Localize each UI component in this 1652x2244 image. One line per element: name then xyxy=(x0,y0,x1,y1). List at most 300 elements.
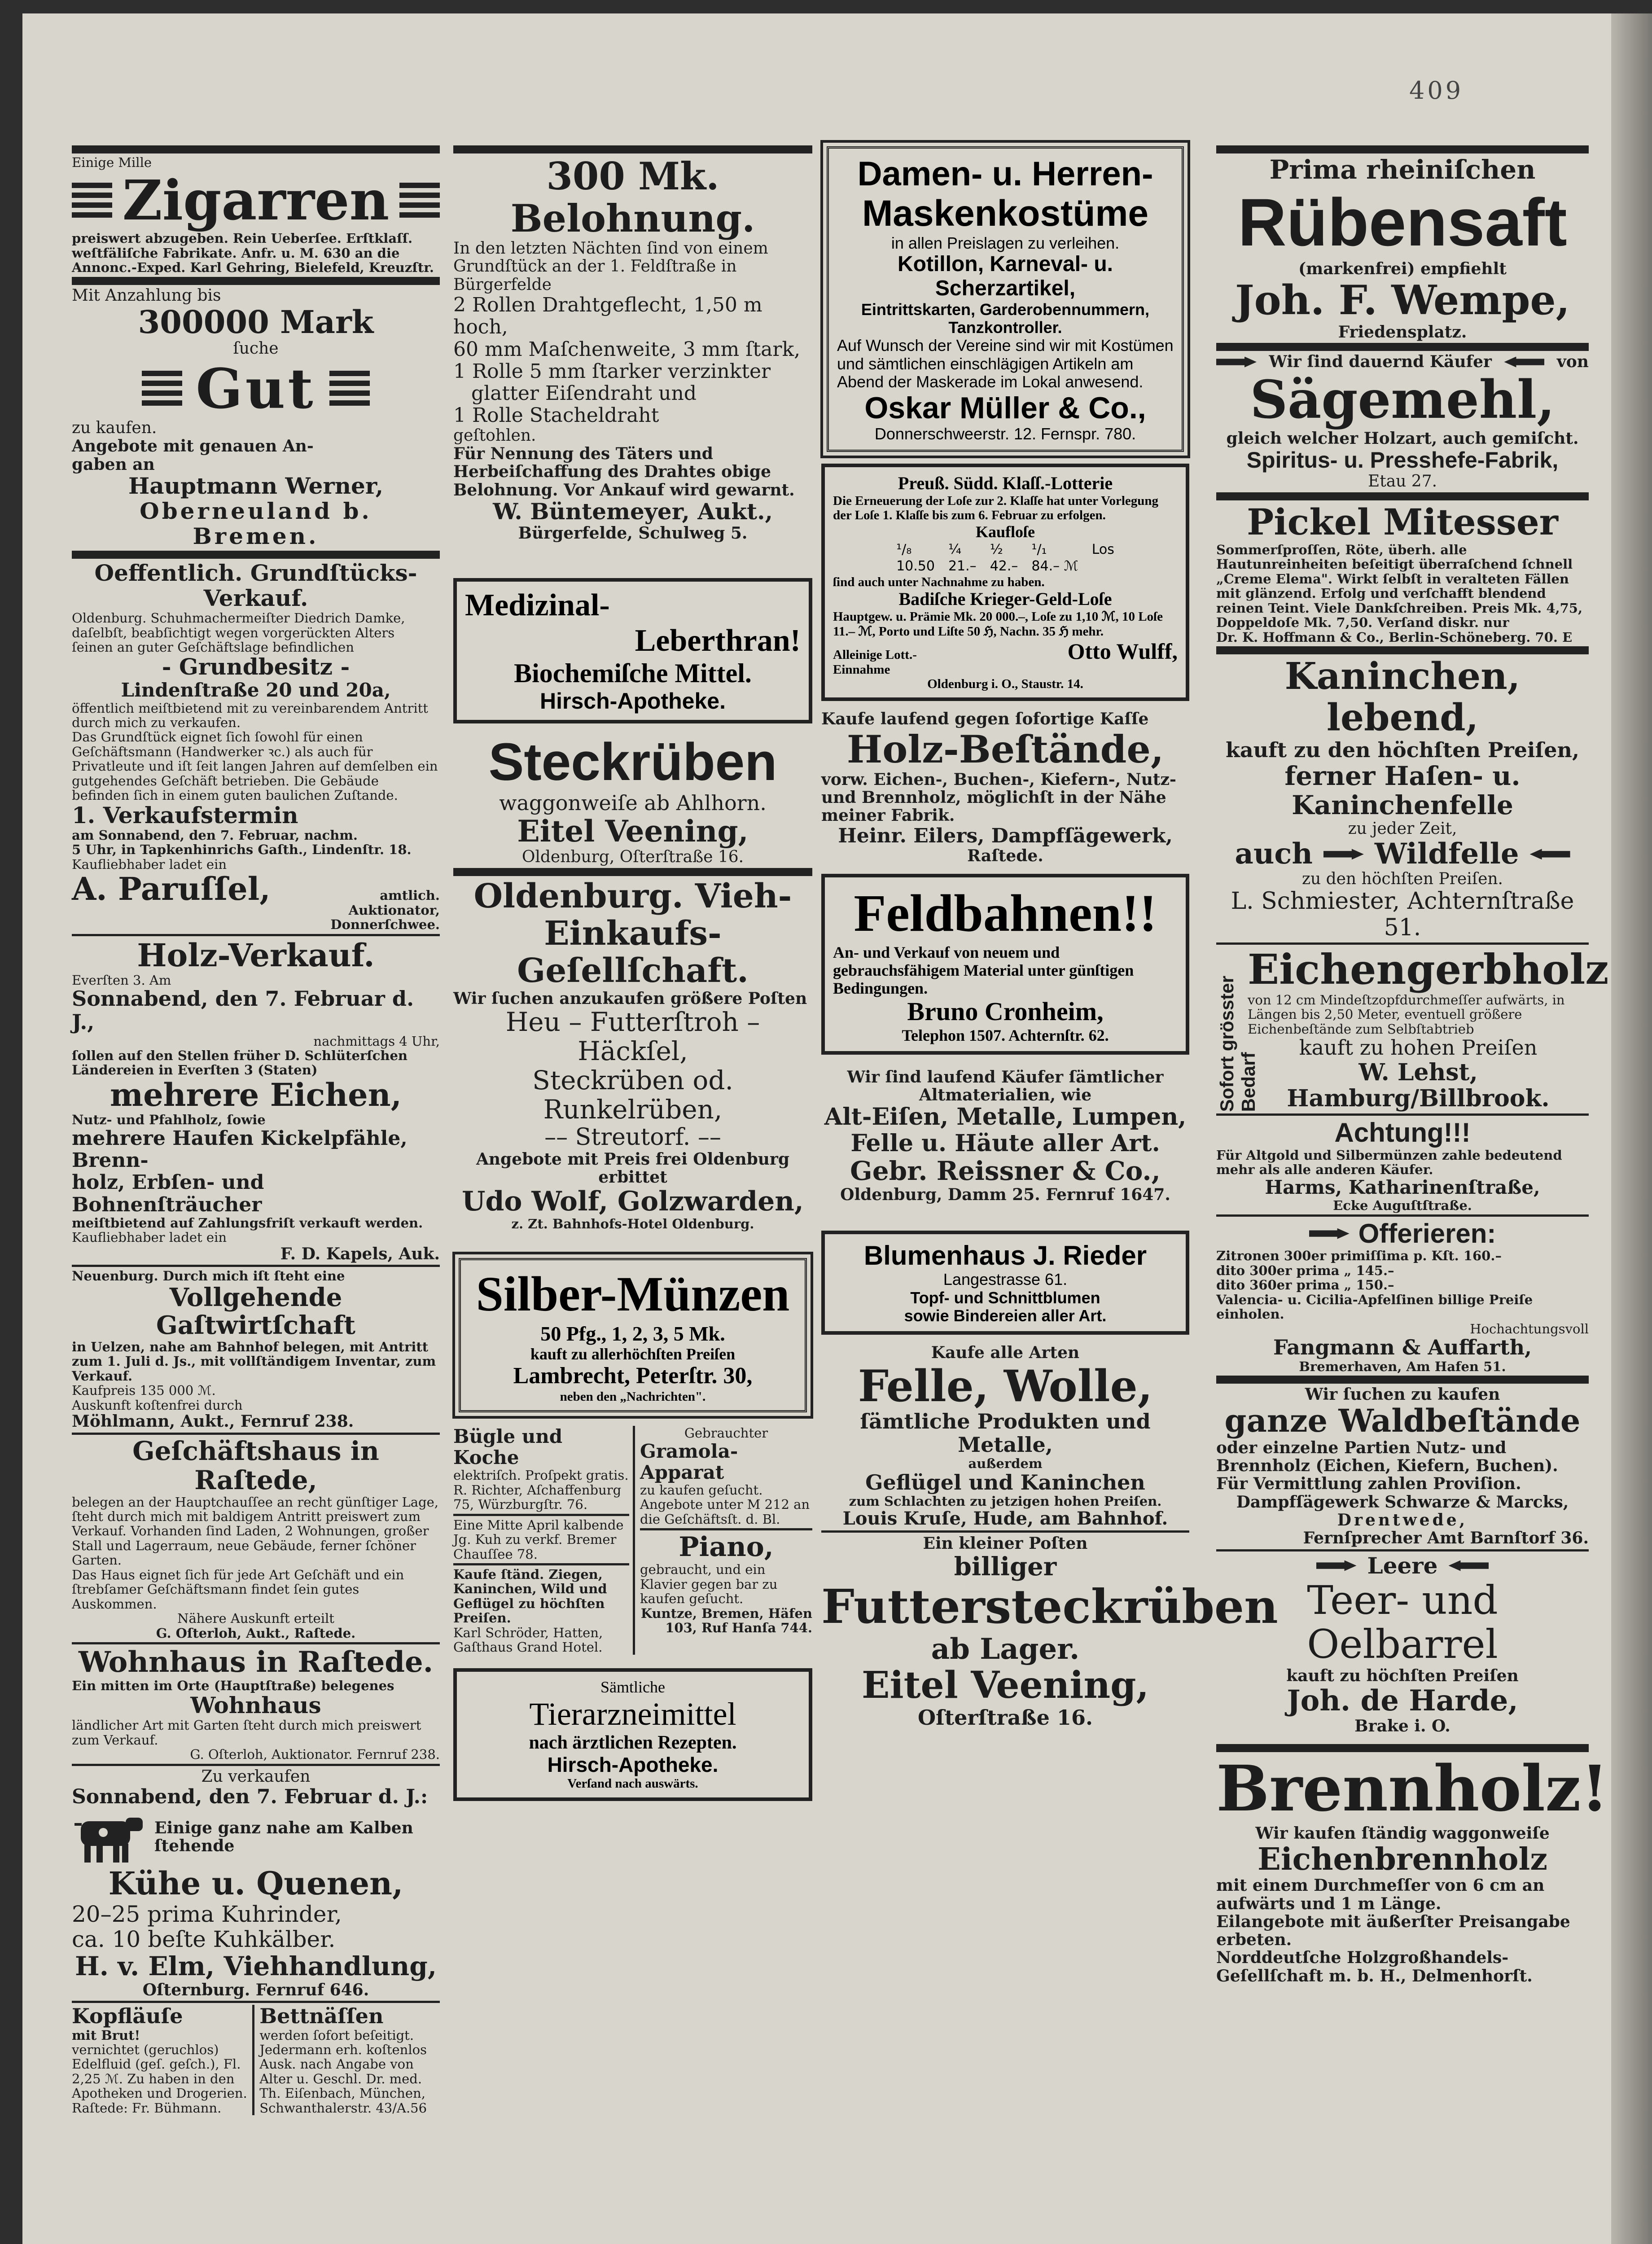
stripe-ornament xyxy=(329,371,370,407)
oeff-term3: 5 Uhr, in Tapkenhinrichs Gaſth., Lindenſtr. 18. xyxy=(72,842,412,858)
kuehe-l5: ca. 10 beſte Kuhkälber. xyxy=(72,1926,336,1952)
pickel-sig: Dr. K. Hoffmann & Co., Berlin-Schöneberg. 70. E xyxy=(1216,629,1573,645)
eiche-body: von 12 cm Mindeſtzopfdurchmeſſer aufwärts, in Längen bis 2,50 Meter, eventuell größere Eichenbeſtände zum Selbſtabtrieb xyxy=(1248,992,1565,1037)
brenn-l2: Eichenbrennholz xyxy=(1258,1841,1547,1878)
mask-l3: in allen Preislagen zu verleihen. xyxy=(891,233,1120,252)
lotto-h1: ¹/₈ xyxy=(896,541,912,557)
bel-sig: W. Büntemeyer, Aukt., xyxy=(493,498,773,525)
ad-teerbarrel xyxy=(1216,1553,1589,1735)
rast-body2: Das Haus eignet ſich für jede Art Geſchäft und ein ſtrebſamer Geſchäftsmann findet ſein gutes Auskommen. xyxy=(72,1567,404,1612)
futter-name: Eitel Veening, xyxy=(861,1664,1149,1707)
rueb-name: Joh. F. Wempe, xyxy=(1235,276,1570,324)
ad-silbermuenzen xyxy=(459,1258,807,1412)
oeff-sub: - Grundbesitz - xyxy=(162,653,350,680)
ad-pair xyxy=(72,2005,440,2115)
gut-l3: zu kaufen. xyxy=(72,419,157,438)
mask-l2: Maskenkostüme xyxy=(862,193,1149,234)
ad-waldbestaende xyxy=(1216,1385,1589,1547)
ad-eichengerbholz xyxy=(1216,945,1609,1113)
felle-l2: ſämtliche Produkten und Metalle, xyxy=(860,1409,1151,1457)
bel-l1: geſtohlen. xyxy=(453,426,536,445)
ad-kopflaeuse xyxy=(72,2005,254,2115)
holzb-body: vorw. Eichen-, Buchen-, Kiefern-, Nutz- und Brennholz, möglichſt in der Nähe meiner Fabrik. xyxy=(821,770,1176,825)
feld-title: Feldbahnen!! xyxy=(854,884,1157,943)
kopf-title: Kopfläuſe xyxy=(72,2004,183,2029)
gast-body: in Uelzen, nahe am Bahnhof belegen, mit Antritt zum 1. Juli d. Js., mit vollſtändigem Inventar, zum Verkauf. xyxy=(72,1339,436,1384)
rast-info: Nähere Auskunft erteilt xyxy=(177,1611,334,1626)
kuehe-name: H. v. Elm, Viehhandlung, xyxy=(74,1950,437,1981)
divider xyxy=(1216,1214,1589,1217)
pointing-hand-icon xyxy=(1323,849,1364,859)
gram-l1: Gebrauchter xyxy=(684,1425,768,1441)
ad-lotterie xyxy=(821,464,1189,701)
teer-title: Teer- und Oelbarrel xyxy=(1307,1577,1498,1668)
pointing-hand-icon xyxy=(1316,1560,1357,1571)
holz-l5: Nutz- und Pfahlholz, ſowie xyxy=(72,1112,266,1128)
tier-l1: Sämtliche xyxy=(600,1678,665,1696)
med-l2: Leberthran! xyxy=(635,623,801,658)
divider xyxy=(1216,1744,1589,1752)
divider xyxy=(72,145,440,153)
lotto-head: Kaufloſe xyxy=(976,522,1035,541)
page-edge xyxy=(1611,13,1652,2244)
wald-sig: Dampfſägewerk Schwarze & Marcks, xyxy=(1236,1492,1569,1512)
table-row xyxy=(890,542,1121,557)
holzb-sig: Heinr. Eilers, Dampfſägewerk, xyxy=(838,824,1173,847)
lotto-p2: 21.– xyxy=(948,558,977,574)
kanin-l1: kauft zu den höchſten Preiſen, xyxy=(1225,737,1580,762)
alt-name: Gebr. Reissner & Co., xyxy=(850,1155,1161,1186)
piano-body: gebraucht, und ein Klavier gegen bar zu kaufen geſucht. xyxy=(640,1562,778,1607)
felle-l4: Geflügel und Kaninchen xyxy=(865,1470,1145,1495)
gast-price: Kaufpreis 135 000 ℳ. xyxy=(72,1383,216,1398)
holz-l7: holz, Erbſen- und Bohnenſträucher xyxy=(72,1171,264,1216)
offer-title: Offerieren: xyxy=(1358,1218,1496,1249)
kanin-title: Kaninchen, lebend, xyxy=(1284,655,1521,739)
offer-addr: Bremerhaven, Am Hafen 51. xyxy=(1299,1359,1506,1374)
med-l1: Medizinal- xyxy=(465,588,610,623)
rast-title: Geſchäftshaus in Raſtede, xyxy=(132,1435,379,1495)
kuehe-place: Oſternburg. Fernruf 646. xyxy=(142,1980,369,1999)
gut-sum: 300000 Mark xyxy=(138,303,374,341)
rast-sig: G. Oſterloh, Aukt., Raſtede. xyxy=(156,1625,356,1641)
ad-tierarznei xyxy=(453,1668,812,1801)
kuehe-l4: 20–25 prima Kuhrinder, xyxy=(72,1901,342,1927)
ad-viehgesellschaft xyxy=(453,878,812,1231)
rueb-addr: Friedensplatz. xyxy=(1338,323,1467,342)
ad-pickel xyxy=(1216,502,1589,644)
stripe-ornament xyxy=(399,183,440,219)
rast-body: belegen an der Hauptchauſſee an recht günſtiger Lage, ſteht durch mich mit baldigem Antritt preiswert zum Verkauf. Vorhanden ſind Laden, 2 Wohnungen, großer Stall und Lagerraum, neue Gebäude, ferner ſchöner Garten. xyxy=(72,1494,439,1568)
mask-l4: Kotillon, Karneval- u. xyxy=(897,252,1113,276)
kanin-l5: Wildfelle xyxy=(1374,837,1519,871)
teer-addr: Brake i. O. xyxy=(1354,1716,1450,1736)
bel-i4: glatter Eiſendraht und xyxy=(471,382,697,405)
ad-kuehe xyxy=(72,1768,440,1999)
ad-grid-right xyxy=(640,1426,812,1655)
brenn-l1: Wir kaufen ſtändig waggonweiſe xyxy=(1255,1823,1550,1843)
ad-grundstueck xyxy=(72,561,440,932)
ad-belohnung xyxy=(453,155,812,542)
teer-l1: Leere xyxy=(1367,1552,1438,1579)
piano-title: Piano, xyxy=(679,1531,774,1563)
gut-l1: Mit Anzahlung bis xyxy=(72,286,221,305)
mask-l5: Scherzartikel, xyxy=(935,276,1076,300)
rueb-l1: Prima rheiniſchen xyxy=(1269,154,1536,185)
brenn-title: Brennholz! xyxy=(1216,1752,1609,1826)
kan-sig: Karl Schröder, Hatten, Gaſthaus Grand Hotel. xyxy=(453,1625,603,1655)
lotto-h2: ¼ xyxy=(948,541,962,557)
divider xyxy=(72,277,440,285)
bel-title: 300 Mk. Belohnung. xyxy=(510,154,755,241)
ad-zigarren xyxy=(72,155,440,275)
vieh-l3: Steckrüben od. Runkelrüben, xyxy=(532,1065,733,1125)
buegel-title: Bügle und Koche xyxy=(453,1425,563,1469)
zig-title: Zigarren xyxy=(122,168,390,233)
wohn-l1: Ein mitten im Orte (Hauptſtraße) belegenes xyxy=(72,1678,394,1693)
holzb-title: Holz-Beſtände, xyxy=(846,727,1164,771)
silber-l1: 50 Pfg., 1, 2, 3, 5 Mk. xyxy=(540,1322,725,1345)
ad-maskenkostueme xyxy=(827,146,1184,452)
feld-addr: Telephon 1507. Achternſtr. 62. xyxy=(902,1026,1109,1045)
mask-addr: Donnerschweerstr. 12. Fernspr. 780. xyxy=(874,425,1136,443)
buegel-body: elektriſch. Proſpekt gratis. R. Richter, Aſchaffenburg 75, Würzburgſtr. 76. xyxy=(453,1468,629,1512)
lotto-h4: ¹/₁ xyxy=(1031,541,1047,557)
holz-big: mehrere Eichen, xyxy=(110,1076,402,1113)
column-4 xyxy=(1216,144,1609,1985)
med-l3: Biochemiſche Mittel. xyxy=(514,658,752,688)
lotto-sig1: Alleinige Lott.-Einnahme xyxy=(833,648,917,677)
wald-l1: Wir ſuchen zu kaufen xyxy=(1305,1385,1500,1404)
acht-body: Für Altgold und Silbermünzen zahle bedeutend mehr als alle anderen Käufer. xyxy=(1216,1147,1562,1178)
ad-holzbestaende xyxy=(821,710,1189,865)
lotto-title: Preuß. Südd. Klaſſ.-Lotterie xyxy=(898,473,1113,493)
oeff-body3: Das Grundſtück eignet ſich ſowohl für einen Geſchäftsmann (Handwerker ꝛc.) als auch für Privatleute und iſt ſeit langen Jahren auf demſelben ein gutgehendes Geſchäft betrieben. Die Gebäude befinden ſich in einem guten baulichen Zuſtande. xyxy=(72,729,438,803)
oeff-body2: öffentlich meiſtbietend mit zu vereinbarendem Antritt durch mich zu verkaufen. xyxy=(72,700,428,730)
ad-leberthran xyxy=(453,578,812,723)
oeff-term1: 1. Verkaufstermin xyxy=(72,802,298,828)
pickel-body: Sommerſproſſen, Röte, überh. alle Hautunreinheiten beſeitigt überraſchend ſchnell „Creme Elema". Wirkt ſelbſt in veralteten Fällen mit glänzend. Erfolg und verſchafft blendend reinen Teint. Viele Dankſchreiben. Preis Mk. 4,75, Doppeldoſe Mk. 7,50. Verſand diskr. nur xyxy=(1216,542,1583,631)
alt-l3: Felle u. Häute aller Art. xyxy=(850,1129,1160,1157)
bel-i5: 1 Rolle Stacheldraht xyxy=(453,404,659,427)
divider xyxy=(72,1764,440,1766)
bett-body: werden ſofort beſeitigt. Jedermann erh. koſtenlos Ausk. nach Angabe von Alter u. Geschl. Dr. med. Th. Eiſenbach, München, Schwanthalerstr. 43/A.56 xyxy=(259,2027,427,2116)
pointing-hand-icon xyxy=(1309,1228,1350,1239)
column-1 xyxy=(72,144,440,2115)
milch-body: Eine Mitte April kalbende Jg. Kuh zu verkf. Bremer Chauſſee 78. xyxy=(453,1517,624,1562)
teer-name: Joh. de Harde, xyxy=(1287,1683,1518,1718)
blum-l2: Topf- und Schnittblumen xyxy=(910,1288,1100,1307)
ad-grid xyxy=(453,1426,812,1655)
bel-body: In den letzten Nächten ſind von einem Grundſtück an der 1. Feldſtraße in Bürgerfelde xyxy=(453,239,768,294)
divider xyxy=(72,1265,440,1267)
ad-offerieren xyxy=(1216,1218,1589,1374)
piano-sig: Kuntze, Bremen, Häfen 103, Ruf Hanſa 744. xyxy=(640,1605,812,1636)
alt-l1: Wir ſind laufend Käufer ſämtlicher Altmaterialien, wie xyxy=(847,1067,1164,1105)
vieh-l4: –– Streutorf. –– xyxy=(544,1123,721,1151)
ad-gut xyxy=(72,287,440,549)
lotto-body2: ſind auch unter Nachnahme zu haben. xyxy=(833,574,1045,589)
divider xyxy=(453,145,812,153)
acht-addr: Ecke Auguſtſtraße. xyxy=(1333,1197,1472,1213)
ad-blumenhaus xyxy=(821,1231,1189,1335)
futter-l2: billiger xyxy=(954,1552,1057,1582)
holzb-place: Raſtede. xyxy=(967,846,1043,866)
acht-sig: Harms, Katharinenſtraße, xyxy=(1265,1176,1540,1199)
vieh-sig: Udo Wolf, Golzwarden, xyxy=(462,1185,804,1217)
lotto-table xyxy=(889,541,1122,575)
ad-kaninchen xyxy=(1216,656,1589,941)
ad-brennholz xyxy=(1216,1752,1609,1985)
oeff-sig: A. Paruſſel, xyxy=(72,870,271,908)
saeg-l3: gleich welcher Holzart, auch gemiſcht. xyxy=(1226,429,1579,448)
holz-l9: Kaufliebhaber ladet ein xyxy=(72,1230,227,1245)
felle-sig: Louis Kruſe, Hude, am Bahnhof. xyxy=(842,1508,1168,1529)
mask-l6: Eintrittskarten, Garderobennummern, Tanzkontroller. xyxy=(861,300,1150,337)
eiche-side: Sofort grösster Bedarf xyxy=(1216,975,1259,1112)
steck-name: Eitel Veening, xyxy=(517,813,749,849)
kan-body: Kaufe ſtänd. Ziegen, Kaninchen, Wild und Geflügel zu höchſten Preiſen. xyxy=(453,1566,607,1626)
kanin-l4: auch xyxy=(1235,837,1313,871)
felle-l5: zum Schlachten zu jetzigen hohen Preiſen. xyxy=(849,1494,1162,1509)
holz-title: Holz-Verkauf. xyxy=(137,936,375,974)
ad-gastwirtschaft xyxy=(72,1269,440,1431)
wald-place: Drentwede, xyxy=(1337,1510,1468,1530)
ad-feldbahnen xyxy=(821,874,1189,1054)
holz-l2: Sonnabend, den 7. Februar d. J., xyxy=(72,986,414,1034)
gut-title: Gut xyxy=(196,356,316,421)
divider xyxy=(72,2001,440,2003)
feld-body: An- und Verkauf von neuem und gebrauchsfähigem Material unter günſtigen Bedingungen. xyxy=(833,943,1134,998)
mask-l1: Damen- u. Herren- xyxy=(857,155,1153,193)
vieh-l5: Angebote mit Preis frei Oldenburg erbittet xyxy=(476,1150,790,1187)
wald-title: ganze Waldbeſtände xyxy=(1224,1402,1581,1440)
offer-r2: dito 300er prima „ 145.– xyxy=(1216,1262,1394,1278)
lotto-empty xyxy=(1086,558,1121,574)
futter-addr: Oſterſtraße 16. xyxy=(918,1705,1093,1730)
gram-body: zu kaufen geſucht. Angebote unter M 212 an die Geſchäftsſt. d. Bl. xyxy=(640,1482,810,1527)
ad-futtersteckrueben xyxy=(821,1534,1278,1730)
lotto-h5: Los xyxy=(1091,541,1114,557)
zig-l2: weſtfäliſche Fabrikate. Anfr. u. M. 630 an die xyxy=(72,245,400,261)
ad-buegeln xyxy=(453,1426,629,1512)
table-row xyxy=(890,558,1121,574)
brenn-body: mit einem Durchmeſſer von 6 cm an aufwärts und 1 m Länge. xyxy=(1216,1876,1545,1913)
gut-l6: Hauptmann Werner, xyxy=(128,473,383,500)
gut-l7: Oberneuland b. Bremen. xyxy=(140,498,372,550)
ad-piano xyxy=(640,1532,812,1635)
lotto-addr: Oldenburg i. O., Staustr. 14. xyxy=(927,676,1083,691)
divider xyxy=(453,1514,629,1516)
kopf-tag: mit Brut! xyxy=(72,2027,140,2043)
saeg-name: Spiritus- u. Presshefe-Fabrik, xyxy=(1246,447,1559,473)
gut-l5: gaben an xyxy=(72,455,155,474)
ad-geschaeftshaus xyxy=(72,1437,440,1641)
pointing-hand-icon xyxy=(1448,1560,1489,1571)
silber-name: Lambrecht, Peterſtr. 30, xyxy=(513,1363,753,1389)
saeg-addr: Etau 27. xyxy=(1367,472,1437,491)
alt-l2: Alt-Eiſen, Metalle, Lumpen, xyxy=(824,1103,1187,1131)
gast-title: Vollgehende Gaſtwirtſchaft xyxy=(156,1282,356,1341)
divider xyxy=(453,868,812,876)
kanin-l3: zu jeder Zeit, xyxy=(1348,820,1457,838)
ad-steckrueben xyxy=(453,732,812,866)
blum-l3: sowie Bindereien aller Art. xyxy=(904,1306,1107,1325)
lotto-body: Die Erneuerung der Loſe zur 2. Klaſſe hat unter Vorlegung der Loſe 1. Klaſſe bis zum 6. Februar zu erfolgen. xyxy=(833,493,1159,523)
felle-l1: Kaufe alle Arten xyxy=(931,1343,1080,1363)
gut-l4: Angebote mit genauen An- xyxy=(72,437,314,456)
alt-addr: Oldenburg, Damm 25. Fernruf 1647. xyxy=(840,1185,1170,1204)
ad-kuh-verkauf xyxy=(453,1518,629,1561)
tier-l2: nach ärztlichen Rezepten. xyxy=(529,1732,737,1753)
acht-title: Achtung!!! xyxy=(1334,1118,1471,1148)
column-2 xyxy=(453,144,812,1805)
med-l4: Hirsch-Apotheke. xyxy=(540,688,726,714)
tier-title: Tierarzneimittel xyxy=(529,1696,736,1732)
divider xyxy=(72,1642,440,1644)
saeg-l1: Wir ſind dauernd Käufer xyxy=(1269,352,1492,372)
wohn-sig: G. Oſterloh, Auktionator. Fernruf 238. xyxy=(190,1747,440,1762)
gut-l2: ſuche xyxy=(233,339,279,358)
holz-l6: mehrere Haufen Kickelpfähle, Brenn- xyxy=(72,1126,408,1172)
bel-i3: 1 Rolle 5 mm ſtarker verzinkter xyxy=(453,359,771,383)
lotto-body3: Hauptgew. u. Prämie Mk. 20 000.–, Loſe zu 1,10 ℳ, 10 Loſe 11.– ℳ, Porto und Liſte 50 ℌ, Nachn. 35 ℌ mehr. xyxy=(833,609,1163,639)
bett-title: Bettnäſſen xyxy=(259,2004,384,2029)
wald-body: oder einzelne Partien Nutz- und Brennholz (Eichen, Kiefern, Buchen). Für Vermittlung zahlen Proviſion. xyxy=(1216,1438,1558,1494)
divider xyxy=(1216,492,1589,500)
kuehe-l3: Einige ganz nahe am Kalben ſtehende xyxy=(154,1819,413,1856)
offer-r4: Valencia- u. Cicilia-Apfelſinen billige Preiſe einholen. xyxy=(1216,1292,1533,1322)
vieh-l2: Heu – Futterſtroh – Häckſel, xyxy=(505,1007,760,1066)
futter-l1: Ein kleiner Poſten xyxy=(923,1534,1088,1553)
kuehe-l1: Zu verkaufen xyxy=(201,1767,311,1786)
pointing-hand-icon xyxy=(1530,849,1570,859)
lotto-sub: Badiſche Krieger-Geld-Loſe xyxy=(898,589,1112,609)
silber-l2: kauft zu allerhöchſten Preiſen xyxy=(530,1345,736,1363)
offer-sig: Fangmann & Auffarth, xyxy=(1273,1335,1532,1359)
saeg-title: Sägemehl, xyxy=(1250,369,1555,430)
offer-r3: dito 360er prima „ 150.– xyxy=(1216,1277,1394,1293)
wohn-body: ländlicher Art mit Garten ſteht durch mich preiswert zum Verkauf. xyxy=(72,1718,421,1748)
teer-l2: kauft zu höchſten Preiſen xyxy=(1286,1666,1519,1685)
bel-i2: 60 mm Maſchenweite, 3 mm ſtark, xyxy=(453,337,801,361)
vieh-title: Oldenburg. Vieh-Einkaufs-Geſellſchaft. xyxy=(473,877,792,990)
oeff-addr: Lindenſtraße 20 und 20a, xyxy=(121,679,391,701)
kopf-body: vernichtet (geruchlos) Edelfluid (geſ. geſch.), Fl. 2,25 ℳ. Zu haben in den Apotheken und Drogerien. Raſtede: Fr. Bühmann. xyxy=(72,2042,247,2116)
felle-title: Felle, Wolle, xyxy=(858,1360,1153,1411)
divider xyxy=(72,1433,440,1435)
ad-kaninchen-ankauf xyxy=(453,1567,629,1655)
divider xyxy=(72,551,440,559)
kanin-sig: L. Schmiester, Achternſtraße 51. xyxy=(1231,888,1574,941)
page-number: 409 xyxy=(1409,76,1464,105)
divider xyxy=(1216,1376,1589,1384)
divider xyxy=(1216,145,1589,153)
divider xyxy=(1216,343,1589,351)
ad-holzverkauf xyxy=(72,938,440,1263)
bel-i1: 2 Rollen Drahtgeflecht, 1,50 m hoch, xyxy=(453,294,762,339)
divider xyxy=(453,1563,629,1565)
ad-grid-left xyxy=(453,1426,635,1655)
steck-l1: waggonweiſe ab Ahlhorn. xyxy=(499,791,767,815)
lotto-name: Otto Wulff, xyxy=(1067,639,1178,664)
wohn-title: Wohnhaus in Raſtede. xyxy=(78,1645,434,1679)
holz-sig: F. D. Kapels, Auk. xyxy=(280,1244,440,1263)
zig-top: Einige Mille xyxy=(72,155,152,170)
holz-l8: meiſtbietend auf Zahlungsfriſt verkauft werden. xyxy=(72,1215,423,1231)
brenn-sig: Norddeutſche Holzgroßhandels-Geſellſchaft m. b. H., Delmenhorſt. xyxy=(1216,1948,1533,1985)
oeff-term4: Kaufliebhaber ladet ein xyxy=(72,856,227,872)
futter-l3: ab Lager. xyxy=(931,1632,1080,1666)
kanin-l2: ferner Haſen- u. Kaninchenfelle xyxy=(1284,761,1521,821)
holz-l3: nachmittags 4 Uhr, xyxy=(313,1033,440,1049)
saeg-l2: von xyxy=(1556,352,1589,372)
pointing-hand-icon xyxy=(1216,357,1257,368)
gram-title: Gramola-Apparat xyxy=(640,1440,738,1483)
blum-title: Blumenhaus J. Rieder xyxy=(863,1240,1147,1271)
divider xyxy=(1216,646,1589,654)
divider xyxy=(1216,942,1589,945)
feld-name: Bruno Cronheim, xyxy=(907,997,1104,1026)
rueb-l2: (markenfrei) empfiehlt xyxy=(1298,259,1507,278)
mask-name: Oskar Müller & Co., xyxy=(864,391,1146,425)
pickel-title: Pickel Mitesser xyxy=(1247,501,1558,543)
steck-title: Steckrüben xyxy=(488,732,777,792)
offer-r5: Hochachtungsvoll xyxy=(1470,1321,1589,1337)
ad-ruebensaft xyxy=(1216,155,1589,341)
ad-gramola xyxy=(640,1426,812,1526)
divider xyxy=(1216,1113,1589,1116)
oeff-title: Oeffentlich. Grundſtücks-Verkauf. xyxy=(94,560,417,612)
stripe-ornament xyxy=(142,371,182,407)
oeff-term2: am Sonnabend, den 7. Februar, nachm. xyxy=(72,827,358,843)
ad-bettnaessen xyxy=(259,2005,440,2115)
gast-info: Auskunft koſtenfrei durch xyxy=(72,1397,243,1413)
holz-l4: ſollen auf den Stellen früher D. Schlüterſchen Ländereien in Everſten 3 (Staten) xyxy=(72,1047,408,1078)
wald-tel: Fernſprecher Amt Barnſtorf 36. xyxy=(1303,1529,1589,1548)
vieh-l1: Wir ſuchen anzukaufen größere Poſten xyxy=(453,989,807,1008)
divider xyxy=(72,934,440,936)
ad-saegemehl xyxy=(1216,353,1589,491)
divider xyxy=(1216,1549,1589,1552)
oeff-sig2: amtlich. Auktionator, Donnerſchwee. xyxy=(330,888,440,933)
rueb-title: Rübensaft xyxy=(1238,184,1567,260)
silber-l3: neben den „Nachrichten". xyxy=(560,1389,706,1404)
bel-body2: Für Nennung des Täters und Herbeiſchaffung des Drahtes obige Belohnung. Vor Ankauf wird gewarnt. xyxy=(453,444,795,500)
lotto-p3: 42.– xyxy=(990,558,1018,574)
lotto-p1: 10.50 xyxy=(896,558,935,574)
felle-l3: außerdem xyxy=(968,1456,1043,1472)
zig-l3: Annonc.-Exped. Karl Gehring, Bielefeld, Kreuzſtr. xyxy=(72,260,434,276)
kanin-l6: zu den höchſten Preiſen. xyxy=(1301,870,1503,889)
oeff-body: Oldenburg. Schuhmachermeiſter Diedrich Damke, daſelbſt, beabſichtigt wegen vorgerückten Alters ſeinen an guter Geſchäftslage befindlichen xyxy=(72,610,405,655)
zig-l1: preiswert abzugeben. Rein Ueberſee. Erſtklaſſ. xyxy=(72,231,413,246)
kuehe-l2: Sonnabend, den 7. Februar d. J.: xyxy=(72,1785,428,1809)
offer-r1: Zitronen 300er primiſſima p. Kſt. 160.– xyxy=(1216,1248,1502,1264)
tier-l3: Hirsch-Apotheke. xyxy=(547,1753,719,1776)
ad-wohnhaus xyxy=(72,1646,440,1762)
wohn-big: Wohnhaus xyxy=(190,1692,321,1719)
brenn-body2: Eilangebote mit äußerſter Preisangabe erbeten. xyxy=(1216,1912,1570,1950)
ad-achtung xyxy=(1216,1118,1589,1213)
lotto-h3: ½ xyxy=(990,541,1003,557)
ad-felle-wolle xyxy=(821,1344,1189,1529)
futter-title: Futtersteckrüben xyxy=(821,1579,1278,1635)
eiche-sig: W. Lehst, Hamburg/Billbrook. xyxy=(1287,1058,1550,1113)
mask-l7: Auf Wunsch der Vereine sind wir mit Kostümen und sämtlichen einschlägigen Artikeln am Abend der Maskerade im Lokal anwesend. xyxy=(837,336,1174,391)
eiche-title: Eichengerbholz xyxy=(1248,945,1609,994)
blum-l1: Langestrasse 61. xyxy=(943,1270,1068,1289)
